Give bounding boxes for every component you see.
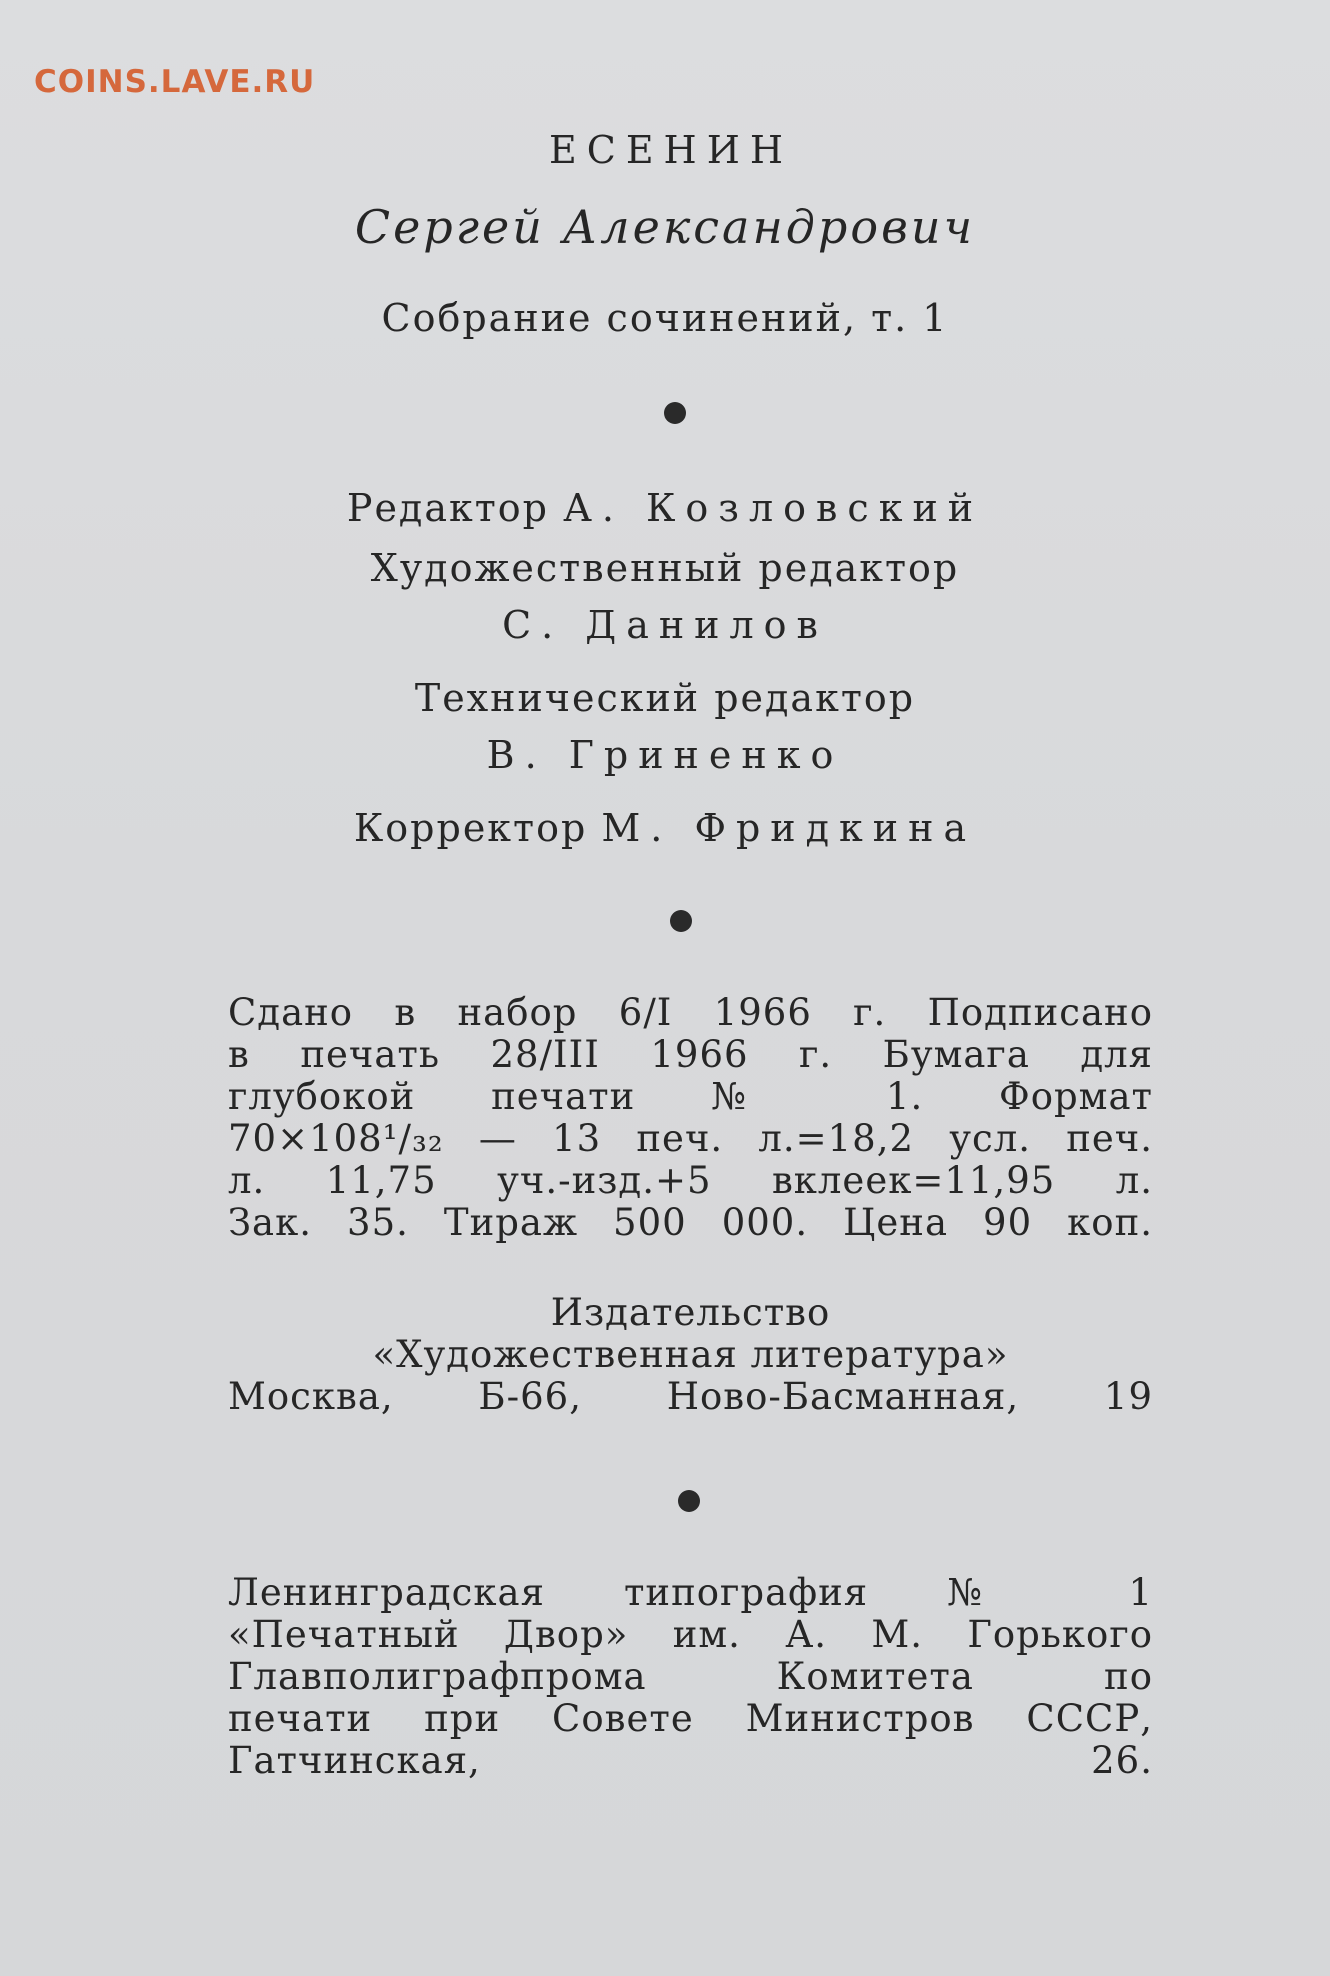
printer-block <box>228 1572 1153 1782</box>
art-editor-label: Художественный редактор <box>370 546 960 590</box>
imprint-line: Зак. 35. Тираж 500 000. Цена 90 коп. <box>228 1201 1153 1244</box>
tech-editor-label: Технический редактор <box>414 676 916 720</box>
publisher-address: Москва, Б-66, Ново-Басманная, 19 <box>228 1375 1153 1418</box>
separator-dot <box>670 910 692 932</box>
art-editor-name: С. Данилов <box>502 603 828 647</box>
corrector-label: Корректор <box>353 806 588 850</box>
publisher-name: «Художественная литература» <box>372 1333 1009 1376</box>
imprint-line: в печать 28/III 1966 г. Бумага для <box>228 1033 1153 1076</box>
tech-editor-name: В. Гриненко <box>486 733 844 777</box>
publisher-block <box>228 1292 1153 1418</box>
book-title: Собрание сочинений, т. 1 <box>381 296 949 340</box>
separator-dot <box>664 402 686 424</box>
imprint-line: л. 11,75 уч.-изд.+5 вклеек=11,95 л. <box>228 1159 1153 1202</box>
printer-line: «Печатный Двор» им. А. М. Горького <box>228 1613 1153 1656</box>
author-surname: ЕСЕНИН <box>549 128 793 172</box>
editor-credit <box>0 486 1330 530</box>
imprint-line: 70×108¹/₃₂ — 13 печ. л.=18,2 усл. печ. <box>228 1117 1153 1160</box>
printer-line: печати при Совете Министров СССР, <box>228 1697 1153 1740</box>
imprint-line: глубокой печати № 1. Формат <box>228 1075 1153 1118</box>
printer-line: Главполиграфпрома Комитета по <box>228 1655 1153 1698</box>
separator-dot <box>678 1490 700 1512</box>
editor-name: А. Козловский <box>563 486 984 530</box>
publisher-label: Издательство <box>550 1291 831 1334</box>
printer-line: Ленинградская типография № 1 <box>228 1571 1153 1614</box>
printer-line: Гатчинская, 26. <box>228 1739 1153 1782</box>
watermark: COINS.LAVE.RU <box>34 64 316 100</box>
editor-label: Редактор <box>346 486 549 530</box>
imprint-line: Сдано в набор 6/I 1966 г. Подписано <box>228 991 1153 1034</box>
imprint-block <box>228 992 1153 1244</box>
corrector-credit <box>0 806 1330 850</box>
author-name: Сергей Александрович <box>354 200 976 254</box>
corrector-name: М. Фридкина <box>601 806 977 850</box>
